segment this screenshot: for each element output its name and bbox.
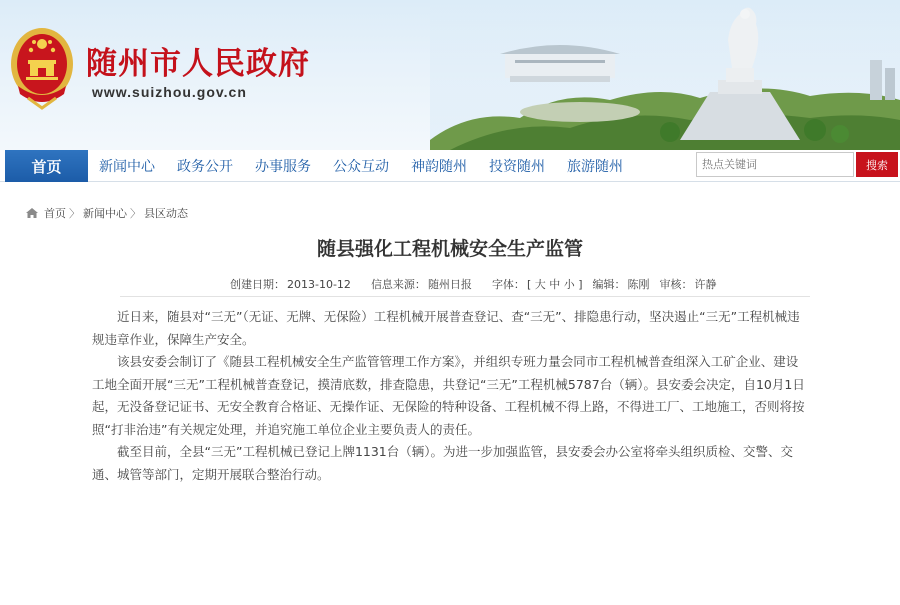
national-emblem-icon [8, 22, 76, 112]
meta-source-label: 信息来源： [370, 278, 426, 291]
breadcrumb [5, 199, 895, 227]
meta-created-date: 2013-10-12 [287, 277, 351, 291]
city-scene-illustration [430, 0, 900, 150]
nav-item-news-center[interactable]: 新闻中心 [99, 159, 155, 175]
breadcrumb-separator: 〉 [69, 207, 80, 220]
search-input[interactable] [696, 152, 854, 177]
article-paragraph: 该县安委会制订了《随县工程机械安全生产监管管理工作方案》，并组织专班力量会同市工程机械普查组深入工矿企业、建设工地全面开展“三无”工程机械普查登记，摸清底数，排查隐患，共登记“三无”工程机械5787台（辆）。县安委会决定，自10月1日起，无没备登记证书、无安全教育合格证、无操作证、无保险的特种设备、工程机械不得上路，不得进工厂、工地施工，否则将按照“打非治违”有关规定处理，并追究施工单位企业主要负责人的责任。 [92, 354, 805, 437]
search-button[interactable]: 搜索 [856, 152, 898, 177]
meta-source: 随州日报 [427, 278, 472, 291]
meta-reviewer: 许静 [694, 278, 717, 291]
header-banner [0, 0, 900, 150]
nav-item-services[interactable]: 办事服务 [255, 159, 311, 175]
article-title: 随县强化工程机械安全生产监管 [316, 238, 583, 260]
nav-item-invest-suizhou[interactable]: 投资随州 [489, 159, 545, 175]
nav-item-government-affairs[interactable]: 政务公开 [177, 159, 233, 175]
meta-divider [120, 296, 810, 297]
breadcrumb-news-center[interactable]: 新闻中心 [83, 207, 127, 220]
site-url: www.suizhou.gov.cn [92, 84, 247, 100]
breadcrumb-separator: 〉 [130, 207, 141, 220]
nav-item-charm-suizhou[interactable]: 神韵随州 [411, 159, 467, 175]
site-title: 随州市人民政府 [86, 46, 310, 82]
meta-created-label: 创建日期： [230, 278, 285, 291]
article-paragraph: 截至目前，全县“三无”工程机械已登记上牌1131台（辆）。为进一步加强监管，县安委会办公室将牵头组织质检、交警、交通、城管等部门，定期开展联合整治行动。 [92, 444, 794, 482]
home-icon [25, 207, 39, 219]
font-size-switcher[interactable]: [ 大 中 小 ] [526, 278, 583, 291]
article-body [92, 306, 810, 486]
meta-editor: 陈刚 [627, 278, 650, 291]
meta-font-label: 字体： [491, 278, 525, 291]
meta-reviewer-label: 审核： [659, 278, 693, 291]
meta-editor-label: 编辑： [592, 278, 626, 291]
article-paragraph: 近日来，随县对“三无”（无证、无牌、无保险）工程机械开展普查登记、查“三无”、排隐患行动，坚决遏止“三无”工程机械违规违章作业，保障生产安全。 [92, 309, 800, 347]
breadcrumb-home[interactable]: 首页 [44, 207, 66, 220]
nav-item-tour-suizhou[interactable]: 旅游随州 [567, 159, 623, 175]
article-meta [230, 274, 800, 294]
nav-item-public-interaction[interactable]: 公众互动 [333, 159, 389, 175]
breadcrumb-county-news[interactable]: 县区动态 [144, 207, 188, 220]
nav-item-home[interactable]: 首页 [5, 150, 88, 182]
nav-items [88, 150, 634, 182]
